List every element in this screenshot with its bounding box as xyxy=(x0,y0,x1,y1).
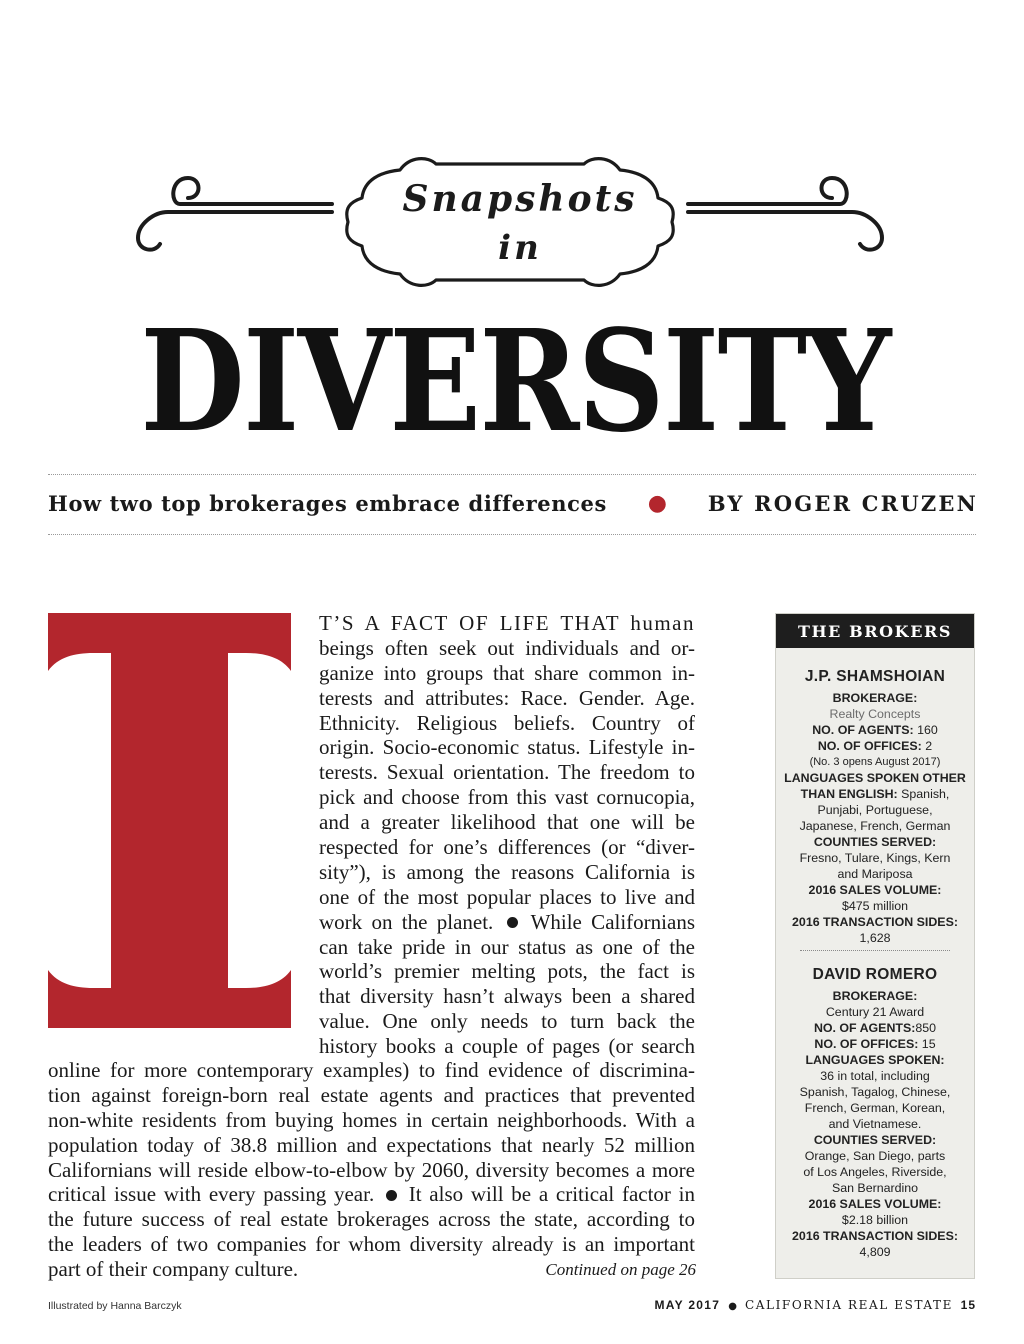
agents-value: 160 xyxy=(917,723,938,737)
page-number: 15 xyxy=(960,1298,976,1312)
divider-top xyxy=(48,474,976,475)
languages-label: LANGUAGES SPOKEN OTHER xyxy=(784,771,966,785)
kicker-snapshots: Snapshots xyxy=(402,178,638,220)
agents-value: 850 xyxy=(915,1021,937,1035)
sales-volume-value: $475 million xyxy=(841,899,909,913)
brokerage-label: BROKERAGE: xyxy=(832,989,918,1003)
body-line-text: While Californians xyxy=(530,909,695,934)
body-line: can take pride in our status as one of the xyxy=(319,934,695,959)
drop-cap xyxy=(48,613,291,1028)
sales-volume-label: 2016 SALES VOLUME: xyxy=(808,1197,942,1211)
offices-row xyxy=(776,1036,974,1052)
body-line: terests. Sexual orientation. The freedom to xyxy=(319,760,695,785)
byline: BY ROGER CRUZEN xyxy=(707,490,978,516)
body-line: Californians will reside elbow-to-elbow by 2060, diversity becomes a more xyxy=(48,1157,695,1182)
offices-label: NO. OF OFFICES: xyxy=(817,739,922,753)
body-line-text: It also will be a critical factor in xyxy=(408,1182,695,1207)
transaction-sides-label: 2016 TRANSACTION SIDES: xyxy=(792,1229,958,1243)
languages-value: French, German, Korean, xyxy=(804,1101,946,1115)
continued-link[interactable]: Continued on page 26 xyxy=(545,1260,696,1279)
body-line: population today of 38.8 million and expectations that nearly 52 million xyxy=(48,1132,695,1157)
broker-name: DAVID ROMERO xyxy=(812,966,938,983)
body-line-text: work on the planet. xyxy=(319,909,494,934)
languages-value: and Vietnamese. xyxy=(828,1117,922,1131)
body-line: one of the most popular places to live and xyxy=(319,884,695,909)
transaction-sides-value: 4,809 xyxy=(859,1245,891,1259)
body-line: terests and attributes: Race. Gender. Age. xyxy=(319,685,695,710)
folio-separator: ● xyxy=(728,1301,737,1312)
sales-volume-value: $2.18 billion xyxy=(841,1213,909,1227)
kicker-in: in xyxy=(498,228,542,268)
deck-bullet: ● xyxy=(647,490,667,516)
body-line: value. One only needs to turn back the xyxy=(319,1009,695,1034)
agents-row xyxy=(776,722,974,738)
body-line: history books a couple of pages (or search xyxy=(319,1034,695,1059)
languages-label-2: THAN ENGLISH: xyxy=(800,787,898,801)
brokerage-value: Realty Concepts xyxy=(829,707,921,721)
body-line: beings often seek out individuals and or- xyxy=(319,635,695,660)
broker-card-shamshoian xyxy=(776,666,974,946)
body-line: pick and choose from this vast cornucopia, xyxy=(319,785,695,810)
offices-note: (No. 3 opens August 2017) xyxy=(809,756,941,768)
agents-row xyxy=(776,1020,974,1036)
deck xyxy=(48,486,978,520)
body-line: and a greater likelihood that one will be xyxy=(319,810,695,835)
counties-value: San Bernardino xyxy=(831,1181,919,1195)
body-line: world’s premier melting pots, the fact is xyxy=(319,959,695,984)
languages-label: LANGUAGES SPOKEN: xyxy=(805,1053,945,1067)
sidebar-divider xyxy=(800,950,950,951)
body-line: part of their company culture. xyxy=(48,1257,299,1282)
body-line: origin. Socio-economic status. Lifestyle in- xyxy=(319,735,695,760)
body-line: respected for one’s differences (or “diver- xyxy=(319,835,695,860)
languages-row xyxy=(776,786,974,802)
transaction-sides-label: 2016 TRANSACTION SIDES: xyxy=(792,915,958,929)
paragraph-bullet xyxy=(507,917,518,928)
body-line xyxy=(48,1182,695,1207)
paragraph-bullet xyxy=(386,1190,397,1201)
languages-value: Japanese, French, German xyxy=(799,819,951,833)
brokers-sidebar xyxy=(775,613,975,1279)
agents-label: NO. OF AGENTS: xyxy=(812,723,914,737)
sales-volume-label: 2016 SALES VOLUME: xyxy=(808,883,942,897)
counties-value: Fresno, Tulare, Kings, Kern xyxy=(799,851,951,865)
offices-row xyxy=(776,738,974,754)
body-line: that diversity hasn’t always been a shared xyxy=(319,984,695,1009)
offices-value: 2 xyxy=(925,739,933,753)
agents-label: NO. OF AGENTS: xyxy=(813,1021,916,1035)
offices-value: 15 xyxy=(921,1037,936,1051)
counties-value: and Mariposa xyxy=(837,867,913,881)
body-line: online for more contemporary examples) to find evidence of discrimina- xyxy=(48,1058,695,1082)
body-line: Ethnicity. Religious beliefs. Country of xyxy=(319,710,695,735)
body-line: ganize into groups that share common in- xyxy=(319,660,695,685)
transaction-sides-value: 1,628 xyxy=(859,931,891,945)
languages-value: Spanish, Tagalog, Chinese, xyxy=(799,1085,951,1099)
body-line: sity”), is among the reasons California is xyxy=(319,859,695,884)
brokerage-label: BROKERAGE: xyxy=(832,691,918,705)
body-column-a xyxy=(319,611,695,1059)
folio xyxy=(600,1298,976,1312)
illustration-credit: Illustrated by Hanna Barczyk xyxy=(48,1300,182,1312)
sidebar-heading: THE BROKERS xyxy=(776,614,974,648)
body-line: the leaders of two companies for whom diversity already is an important xyxy=(48,1232,695,1257)
counties-value: Orange, San Diego, parts xyxy=(804,1149,946,1163)
page-title: DIVERSITY xyxy=(140,300,890,464)
broker-name: J.P. SHAMSHOIAN xyxy=(804,668,946,685)
brokerage-value: Century 21 Award xyxy=(825,1005,925,1019)
offices-label: NO. OF OFFICES: xyxy=(814,1037,919,1051)
body-column-b xyxy=(48,1058,695,1282)
languages-value: Punjabi, Portuguese, xyxy=(817,803,933,817)
body-line-text: critical issue with every passing year. xyxy=(48,1182,375,1207)
deck-text: How two top brokerages embrace differences xyxy=(48,490,607,516)
body-line: the future success of real estate brokerages across the state, according to xyxy=(48,1207,695,1232)
body-line: tion against foreign-born real estate agents and practices that prevented xyxy=(48,1082,695,1107)
languages-value: Spanish, xyxy=(901,787,950,801)
body-line: T’S A FACT OF LIFE THAT human xyxy=(319,611,695,635)
magazine-name: CALIFORNIA REAL ESTATE xyxy=(744,1298,953,1312)
broker-card-romero xyxy=(776,964,974,1260)
counties-label: COUNTIES SERVED: xyxy=(813,1133,937,1147)
divider-bottom xyxy=(48,534,976,535)
languages-value: 36 in total, including xyxy=(820,1069,930,1083)
body-line xyxy=(319,910,695,935)
counties-label: COUNTIES SERVED: xyxy=(813,835,937,849)
counties-value: of Los Angeles, Riverside, xyxy=(803,1165,947,1179)
body-line: non-white residents from buying homes in certain neighborhoods. With a xyxy=(48,1107,695,1132)
issue-date: MAY 2017 xyxy=(654,1298,721,1312)
